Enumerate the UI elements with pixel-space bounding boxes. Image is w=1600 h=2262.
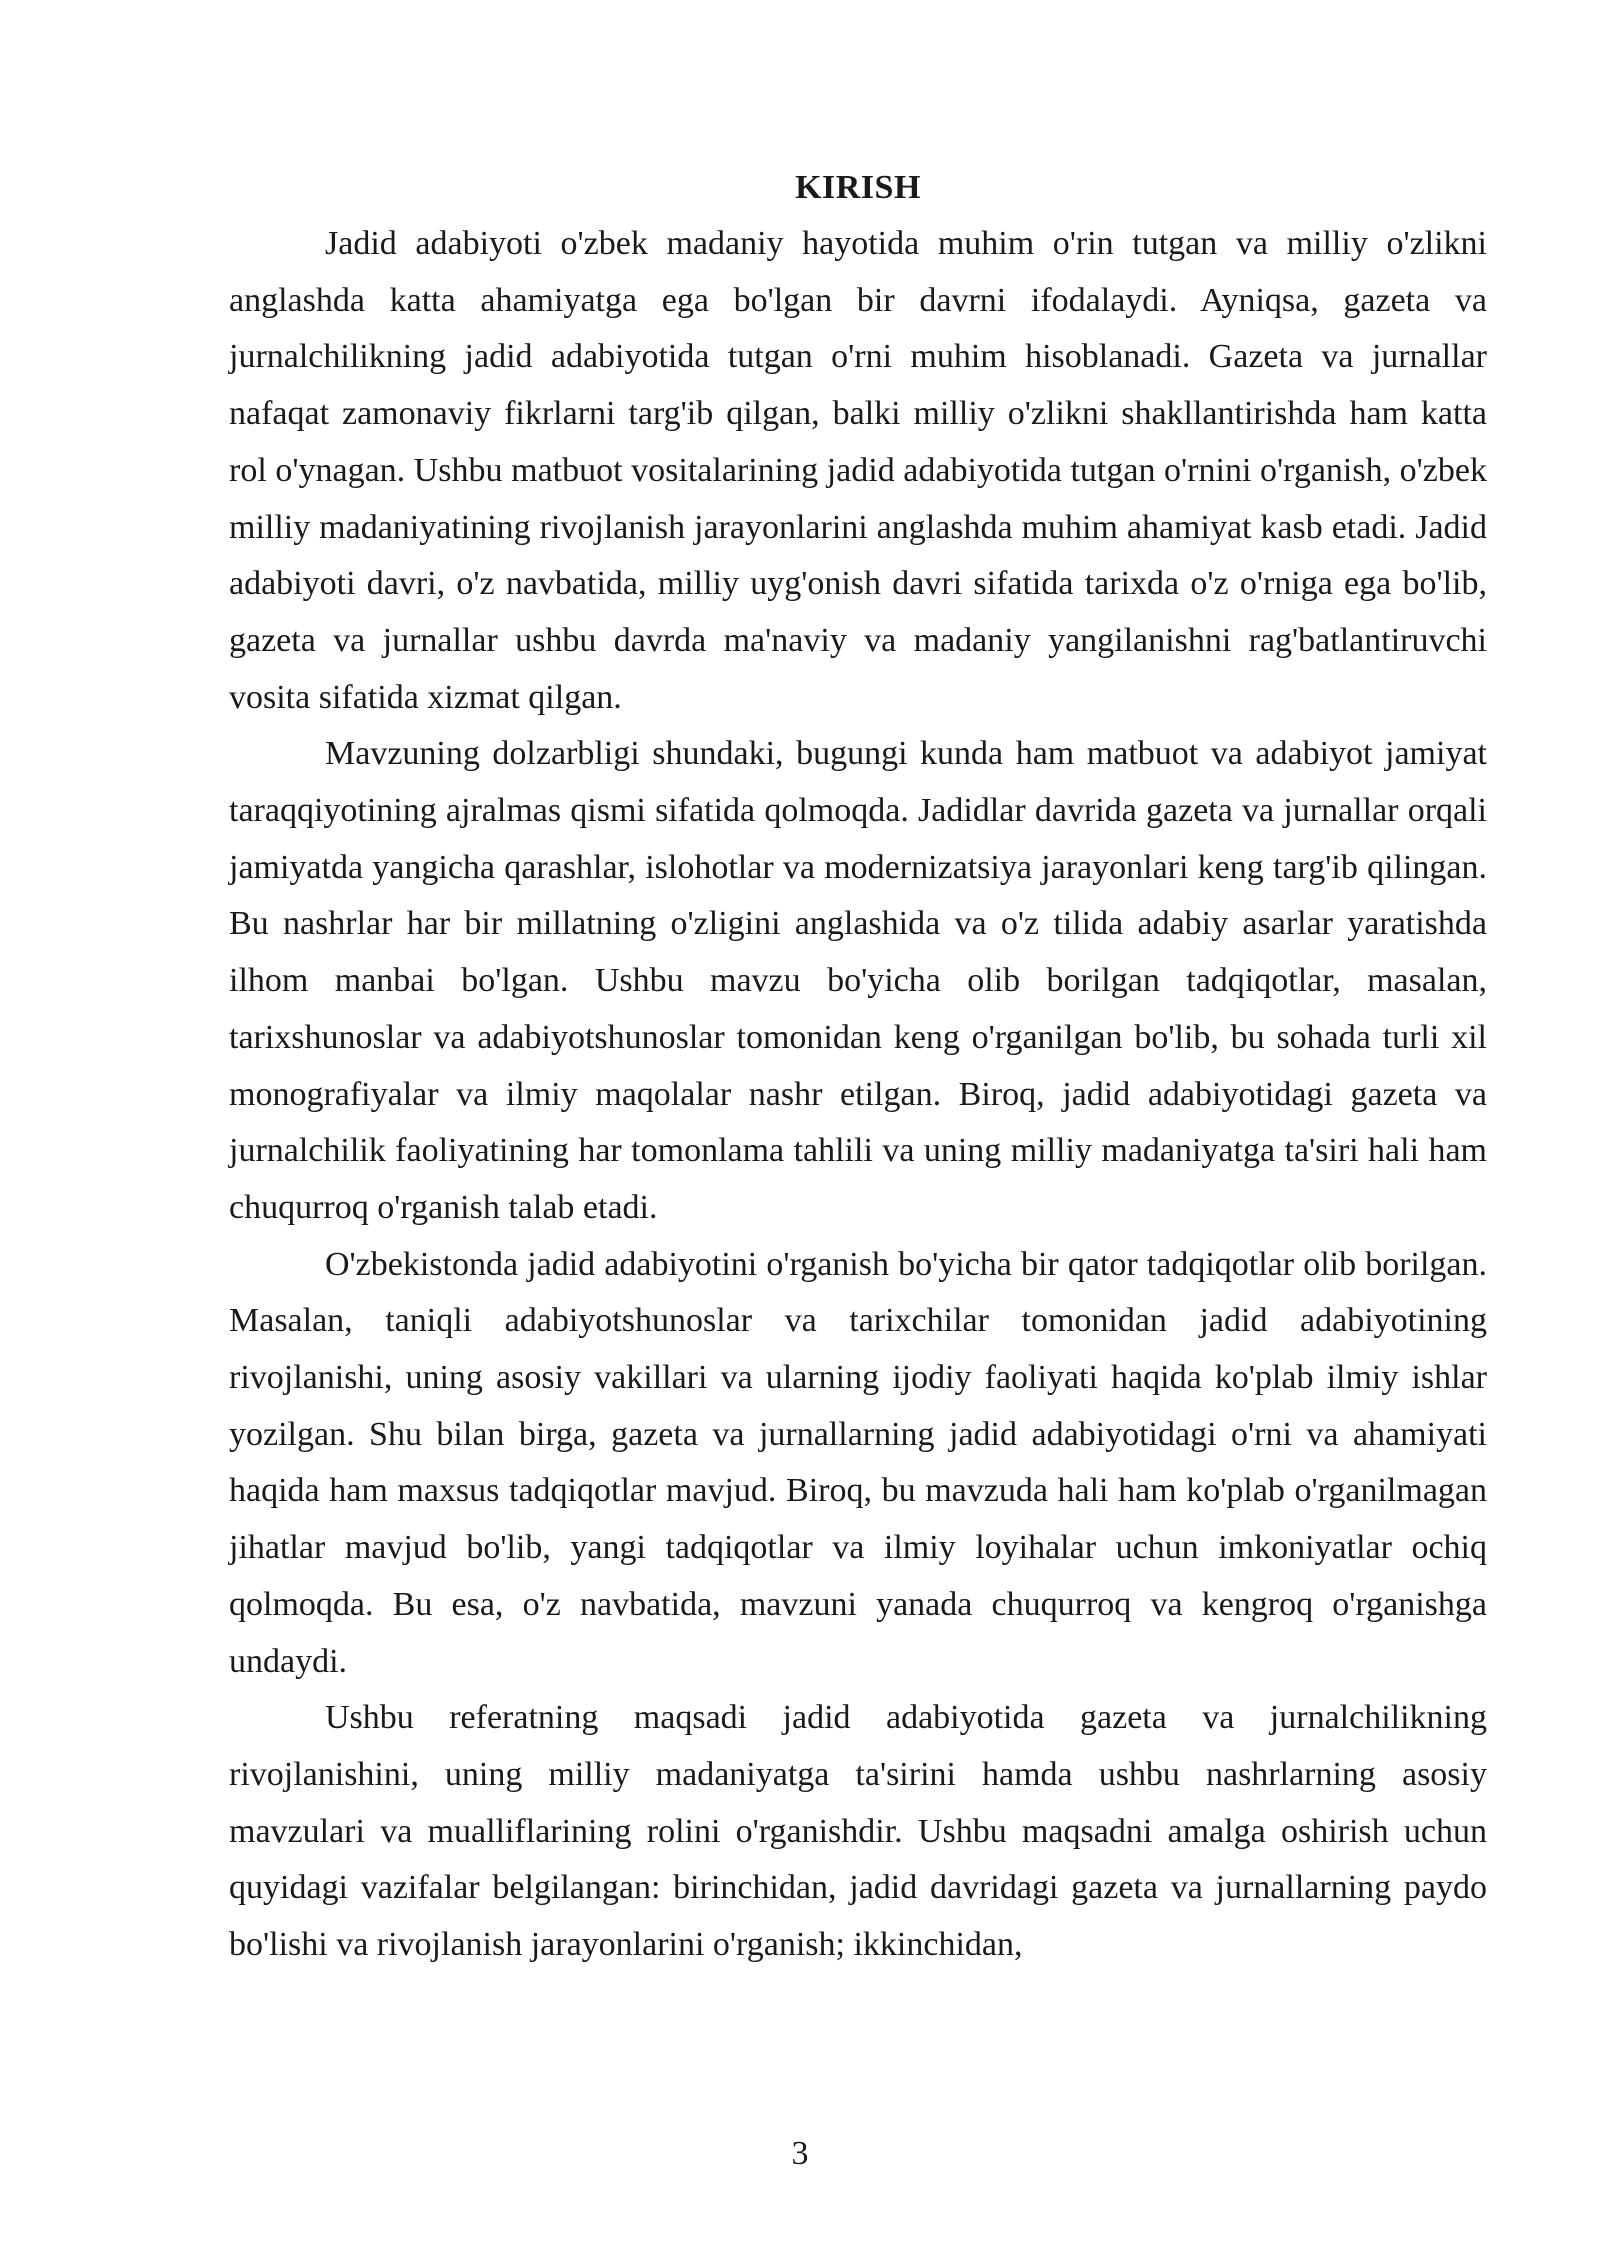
paragraph-intro: Jadid adabiyoti o'zbek madaniy hayotida muhim o'rin tutgan va milliy o'zlikni anglashda katta ahamiyatga ega bo'lgan bir davrni ifodalaydi. Ayniqsa, gazeta va jurnalchilikning jadid adabiyotida tutgan o'rni muhim hisoblanadi. Gazeta va jurnallar nafaqat zamonaviy fikrlarni targ'ib qilgan, balki milliy o'zlikni shakllantirishda ham katta rol o'ynagan. Ushbu matbuot vositalarining jadid adabiyotida tutgan o'rnini o'rganish, o'zbek milliy madaniyatining rivojlanish jarayonlarini anglashda muhim ahamiyat kasb etadi. Jadid adabiyoti davri, o'z navbatida, milliy uyg'onish davri sifatida tarixda o'z o'rniga ega bo'lib, gazeta va jurnallar ushbu davrda ma'naviy va madaniy yangilanishni rag'batlantiruvchi vosita sifatida xizmat qilgan. bbox=[229, 225, 1487, 716]
paragraph-research: O'zbekistonda jadid adabiyotini o'rganish bo'yicha bir qator tadqiqotlar olib borilgan. Masalan, taniqli adabiyotshunoslar va tarixchilar tomonidan jadid adabiyotining rivojlanishi, uning asosiy vakillari va ularning ijodiy faoliyati haqida ko'plab ilmiy ishlar yozilgan. Shu bilan birga, gazeta va jurnallarning jadid adabiyotidagi o'rni va ahamiyati haqida ham maxsus tadqiqotlar mavjud. Biroq, bu mavzuda hali ham ko'plab o'rganilmagan jihatlar mavjud bo'lib, yangi tadqiqotlar va ilmiy loyihalar uchun imkoniyatlar ochiq qolmoqda. Bu esa, o'z navbatida, mavzuni yanada chuqurroq va kengroq o'rganishga undaydi. bbox=[229, 1245, 1487, 1680]
section-title: KIRISH bbox=[795, 169, 921, 206]
paragraph-goal: Ushbu referatning maqsadi jadid adabiyotida gazeta va jurnalchilikning rivojlanishini, uning milliy madaniyatga ta'sirini hamda ushbu nashrlarning asosiy mavzulari va mualliflarining rolini o'rganishdir. Ushbu maqsadni amalga oshirish uchun quyidagi vazifalar belgilangan: birinchidan, jadid davridagi gazeta va jurnallarning paydo bo'lishi va rivojlanish jarayonlarini o'rganish; ikkinchidan, bbox=[229, 1699, 1487, 1964]
page-number: 3 bbox=[791, 2135, 809, 2172]
page-content bbox=[229, 160, 1487, 1974]
paragraph-relevance: Mavzuning dolzarbligi shundaki, bugungi kunda ham matbuot va adabiyot jamiyat taraqqiyotining ajralmas qismi sifatida qolmoqda. Jadidlar davrida gazeta va jurnallar orqali jamiyatda yangicha qarashlar, islohotlar va modernizatsiya jarayonlari keng targ'ib qilingan. Bu nashrlar har bir millatning o'zligini anglashida va o'z tilida adabiy asarlar yaratishda ilhom manbai bo'lgan. Ushbu mavzu bo'yicha olib borilgan tadqiqotlar, masalan, tarixshunoslar va adabiyotshunoslar tomonidan keng o'rganilgan bo'lib, bu sohada turli xil monografiyalar va ilmiy maqolalar nashr etilgan. Biroq, jadid adabiyotidagi gazeta va jurnalchilik faoliyatining har tomonlama tahlili va uning milliy madaniyatga ta'siri hali ham chuqurroq o'rganish talab etadi. bbox=[229, 735, 1487, 1226]
